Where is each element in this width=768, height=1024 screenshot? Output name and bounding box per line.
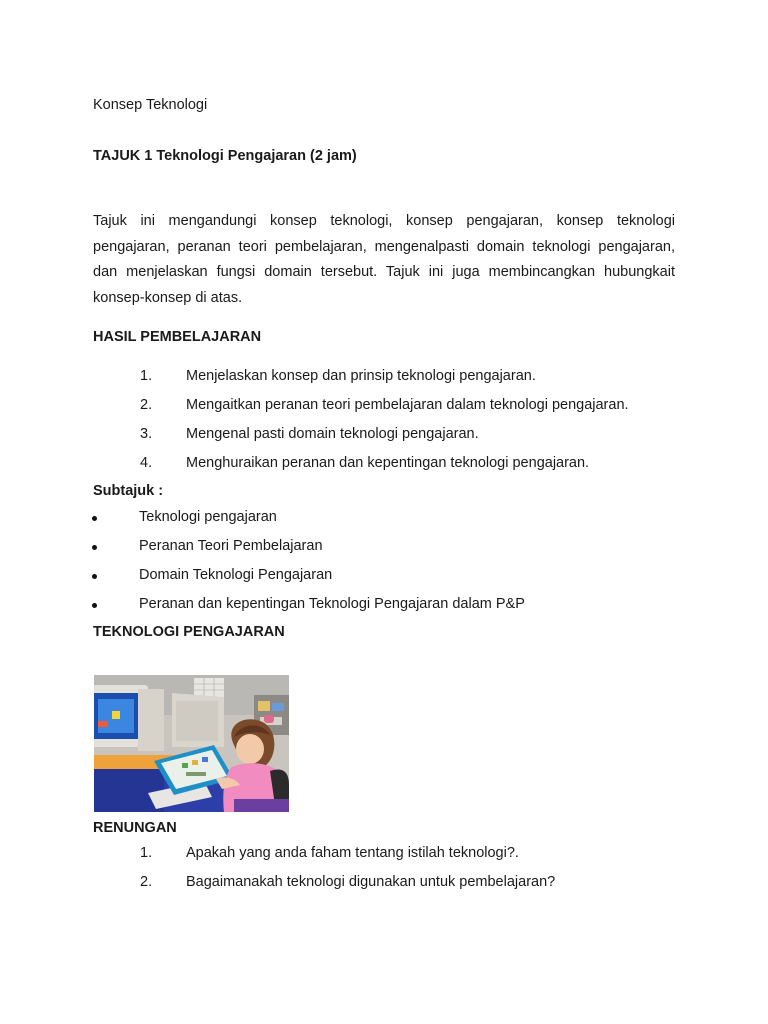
list-item — [93, 509, 675, 529]
list-item-text: Peranan dan kepentingan Teknologi Pengajaran dalam P&P — [139, 596, 525, 612]
list-item — [93, 455, 675, 475]
list-item — [93, 538, 675, 558]
bullet-icon — [92, 545, 97, 550]
list-item-text: Menghuraikan peranan dan kepentingan teknologi pengajaran. — [186, 455, 590, 471]
list-item — [93, 845, 675, 865]
list-item-number: 1. — [140, 368, 153, 384]
topic-title: TAJUK 1 Teknologi Pengajaran (2 jam) — [93, 148, 357, 164]
list-item-text: Apakah yang anda faham tentang istilah teknologi?. — [186, 845, 519, 861]
list-item-text: Teknologi pengajaran — [139, 509, 277, 525]
child-computer-photo — [94, 675, 289, 812]
list-item-number: 2. — [140, 397, 153, 413]
intro-paragraph: Tajuk ini mengandungi konsep teknologi, konsep pengajaran, konsep teknologi pengajaran, peranan teori pembelajaran, mengenalpasti domain teknologi pengajaran, dan menjelaskan fungsi domain tersebut. Tajuk ini juga membincangkan hubungkait konsep-konsep di atas. — [93, 213, 675, 306]
list-item-text: Domain Teknologi Pengajaran — [139, 567, 333, 583]
subtopics-heading: Subtajuk : — [93, 483, 164, 499]
list-item-number: 3. — [140, 426, 153, 442]
list-item-number: 2. — [140, 874, 153, 890]
learning-outcomes-heading: HASIL PEMBELAJARAN — [93, 329, 262, 345]
list-item — [93, 397, 675, 417]
list-item-text: Mengenal pasti domain teknologi pengajaran. — [186, 426, 479, 442]
list-item — [93, 596, 675, 616]
list-item-text: Bagaimanakah teknologi digunakan untuk pembelajaran? — [186, 874, 556, 890]
list-item — [93, 426, 675, 446]
bullet-icon — [92, 574, 97, 579]
document-title: Konsep Teknologi — [93, 97, 208, 113]
bullet-icon — [92, 603, 97, 608]
list-item-text: Peranan Teori Pembelajaran — [139, 538, 323, 554]
list-item — [93, 368, 675, 388]
bullet-icon — [92, 516, 97, 521]
list-item — [93, 567, 675, 587]
list-item-text: Mengaitkan peranan teori pembelajaran dalam teknologi pengajaran. — [186, 397, 629, 413]
list-item-number: 4. — [140, 455, 153, 471]
reflection-heading: RENUNGAN — [93, 820, 177, 836]
list-item-number: 1. — [140, 845, 153, 861]
list-item-text: Menjelaskan konsep dan prinsip teknologi pengajaran. — [186, 368, 536, 384]
list-item — [93, 874, 675, 894]
section-heading: TEKNOLOGI PENGAJARAN — [93, 624, 285, 640]
